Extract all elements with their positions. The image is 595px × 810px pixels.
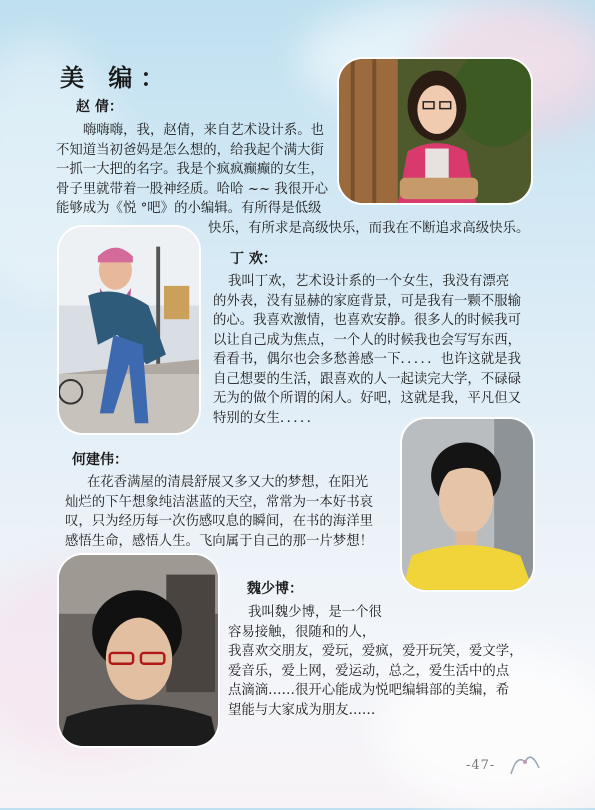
bio-line: 的心。我喜欢激情，也喜欢安静。很多人的时候我可 [213,313,521,328]
bio-line: 叹，只为经历每一次伤感叹息的瞬间，在书的海洋里 [65,514,373,529]
bio-line: 能够成为《悦 °吧》的小编辑。有所得是低级 [56,201,322,216]
person-name-ding-huan: 丁 欢： [230,251,277,267]
person-name-he-jianwei: 何建伟： [72,452,128,468]
person-name-wei-shaobo: 魏少博： [247,581,303,597]
photo-ding-huan [57,225,201,435]
bio-line: 自己想要的生活，跟喜欢的人一起读完大学，不碌碌 [213,371,521,387]
bio-line: 我喜欢交朋友，爱玩，爱疯，爱开玩笑，爱文学， [228,644,523,659]
bio-line: 一抓一大把的名字。我是个疯疯癫癫的女生， [56,162,324,177]
bio-line: 点滴滴……很开心能成为悦吧编辑部的美编，希 [228,683,510,698]
photo-zhao-qian [337,57,533,205]
bio-line: 容易接触，很随和的人， [228,624,376,640]
photo-wei-shaobo [57,553,220,748]
bio-line: 灿烂的下午想象纯洁湛蓝的天空，常常为一本好书哀 [65,494,373,510]
bio-line: 爱音乐，爱上网，爱运动，总之，爱生活中的点 [228,663,510,679]
person-bio-ding-huan [213,272,521,428]
bio-line: 特别的女生．．．．． [213,410,321,426]
bio-line: 在花香满屋的清晨舒展又多又大的梦想，在阳光 [87,475,369,490]
bio-line: 骨子里就带着一股神经质。哈哈 ~~ 我很开心 [56,181,328,197]
person-bio-wei-shaobo [228,603,523,720]
flourish-ornament-icon [507,748,543,778]
person-name-zhao-qian: 赵 倩： [76,99,123,115]
bio-line: 的外表，没有显赫的家庭背景，可是我有一颗不服输 [213,293,521,309]
bio-line: 无为的做个所谓的闲人。好吧，这就是我，平凡但又 [213,391,521,406]
photo-he-jianwei [400,417,535,592]
bio-line: 快乐，有所求是高级快乐，而我在不断追求高级快乐。 [208,220,530,236]
bio-line: 嗨嗨嗨，我，赵倩，来自艺术设计系。也 [83,123,325,138]
bio-line: 望能与大家成为朋友…… [228,702,376,718]
bio-line: 我叫魏少博，是一个很 [248,605,382,620]
page-number: -47- [466,758,496,773]
bio-line: 我叫丁欢，艺术设计系的一个女生，我没有漂亮 [228,274,510,289]
bio-line: 看看书，偶尔也会多愁善感一下．．．．．也许这就是我 [213,352,521,367]
bio-line: 以让自己成为焦点，一个人的时候我也会写写东西， [213,332,521,348]
bio-line: 感悟生命，感悟人生。飞向属于自己的那一片梦想！ [65,533,373,549]
person-bio-he-jianwei [65,473,373,551]
bio-line: 不知道当初爸妈是怎么想的，给我起个满大街 [56,142,324,158]
section-title: 美 编： [60,63,173,92]
